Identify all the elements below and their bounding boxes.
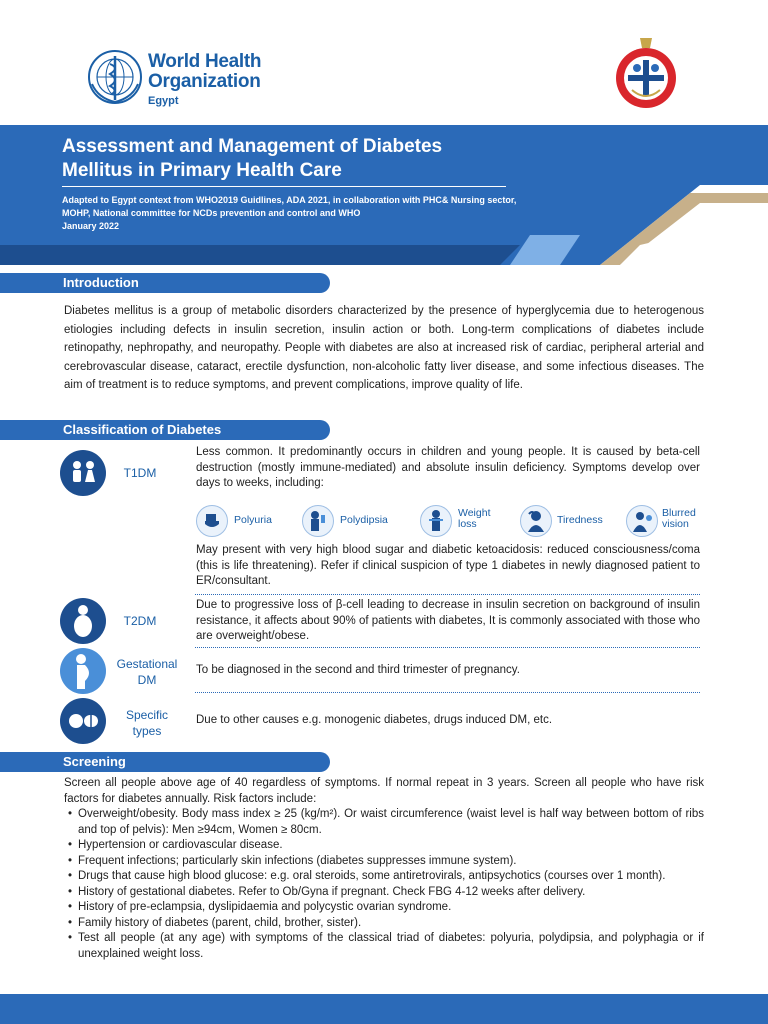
- t2dm-label: T2DM: [123, 614, 157, 628]
- t1dm-description: Less common. It predominantly occurs in children and young people. It is caused by beta-cell destruction (mostly immune-mediated) and absolute insulin deficiency. Symptoms develop over days to weeks, including:: [196, 446, 700, 489]
- gestational-description: To be diagnosed in the second and third trimester of pregnancy.: [196, 664, 520, 676]
- screening-content: [64, 776, 704, 962]
- screening-header-bar: [0, 752, 330, 772]
- t1dm-label: T1DM: [123, 466, 157, 480]
- list-item: • Drugs that cause high blood glucose: e.g. oral steroids, some antiretrovirals, antipsychotics (courses over 1 month).: [78, 869, 704, 885]
- t2dm-description: Due to progressive loss of β-cell leading to decrease in insulin secretion on background of insulin resistance, it affects about 90% of patients with diabetes, It is commonly associated with those who are overweight/obese.: [196, 599, 700, 642]
- weight-loss-icon: [420, 505, 452, 537]
- specific-types-label-line2: types: [132, 724, 162, 738]
- gestational-label-line2: DM: [137, 673, 157, 687]
- symptom-blurred-vision: Blurred vision: [662, 507, 696, 530]
- subtitle-line2: MOHP, National committee for NCDs prevention and control and WHO: [62, 208, 361, 218]
- symptom-polyuria: Polyuria: [234, 514, 272, 526]
- list-item: • History of gestational diabetes. Refer to Ob/Gyna if pregnant. Check FBG 4-12 weeks after delivery.: [78, 885, 704, 901]
- classification-heading: Classification of Diabetes: [63, 422, 222, 437]
- footer-bar: [0, 994, 768, 1024]
- risk-factor-list: [64, 807, 704, 962]
- t1dm-note: May present with very high blood sugar and diabetic ketoacidosis: reduced consciousness/coma (this is life threatening). Refer if clinical suspicion of type 1 diabetes in newly diagnosed patient to ER/consultant.: [196, 544, 700, 587]
- list-item: • Hypertension or cardiovascular disease.: [78, 838, 704, 854]
- who-country: Egypt: [148, 95, 179, 107]
- list-item: • Overweight/obesity. Body mass index ≥ 25 (kg/m²). Or waist circumference (waist level is half way between bottom of ribs and top of pelvis): Men ≥94cm, Women ≥ 80cm.: [78, 807, 704, 838]
- screening-intro: Screen all people above age of 40 regardless of symptoms. If normal repeat in 3 years. Screen all people who have risk factors for diabetes annually. Risk factors include:: [64, 777, 704, 805]
- pregnant-woman-icon: [60, 648, 106, 694]
- overweight-person-icon: [60, 598, 106, 644]
- introduction-heading: Introduction: [63, 275, 139, 290]
- document-title-line1: Assessment and Management of Diabetes: [62, 136, 443, 157]
- title-divider: [62, 186, 506, 187]
- specific-types-description: Due to other causes e.g. monogenic diabetes, drugs induced DM, etc.: [196, 714, 553, 726]
- pills-icon: [60, 698, 106, 744]
- eye-icon: [626, 505, 658, 537]
- who-name-line1: World Health: [148, 51, 262, 72]
- list-item: • History of pre-eclampsia, dyslipidaemia and polycystic ovarian syndrome.: [78, 900, 704, 916]
- toilet-icon: [196, 505, 228, 537]
- who-name-line2: Organization: [148, 71, 261, 92]
- specific-types-label: [108, 707, 186, 739]
- row-divider: [195, 594, 700, 595]
- tired-person-icon: [520, 505, 552, 537]
- introduction-header-bar: [0, 273, 330, 293]
- document-title-line2: Mellitus in Primary Health Care: [62, 160, 342, 181]
- symptom-weight-loss: Weight loss: [458, 507, 491, 530]
- symptom-polydipsia: Polydipsia: [340, 514, 388, 526]
- who-emblem-icon: [86, 48, 144, 106]
- introduction-text: Diabetes mellitus is a group of metabolic disorders characterized by the presence of hyperglycemia due to heterogenous etiologies including defects in insulin secretion, insulin action or both. Long-term complications of diabetes include retinopathy, nephropathy, and neuropathy. People with diabetes are also at increased risk of cardiac, peripheral arterial and cerebrovascular disease, cataract, erectile dysfunction, non-alcoholic fatty liver disease, and some infectious diseases. The aim of treatment is to reduce symptoms, and prevent complications, improve quality of life.: [64, 305, 704, 392]
- row-divider: [195, 647, 700, 648]
- subtitle-line1: Adapted to Egypt context from WHO2019 Guidlines, ADA 2021, in collaboration with PHC& Nursing sector,: [62, 195, 517, 205]
- list-item: • Frequent infections; particularly skin infections (diabetes suppresses immune system).: [78, 854, 704, 870]
- drinking-icon: [302, 505, 334, 537]
- list-item: • Test all people (at any age) with symptoms of the classical triad of diabetes: polyuria, polydipsia, and polyphagia or if unexplained weight loss.: [78, 931, 704, 962]
- row-divider: [195, 692, 700, 693]
- gestational-label: [108, 656, 186, 688]
- gestational-label-line1: Gestational: [116, 657, 178, 671]
- screening-heading: Screening: [63, 754, 126, 769]
- subtitle-date: January 2022: [62, 221, 120, 231]
- ministry-of-health-logo-icon: [610, 32, 682, 112]
- specific-types-label-line1: Specific: [125, 708, 169, 722]
- children-icon: [60, 450, 106, 496]
- list-item: • Family history of diabetes (parent, child, brother, sister).: [78, 916, 704, 932]
- symptom-tiredness: Tiredness: [557, 514, 603, 526]
